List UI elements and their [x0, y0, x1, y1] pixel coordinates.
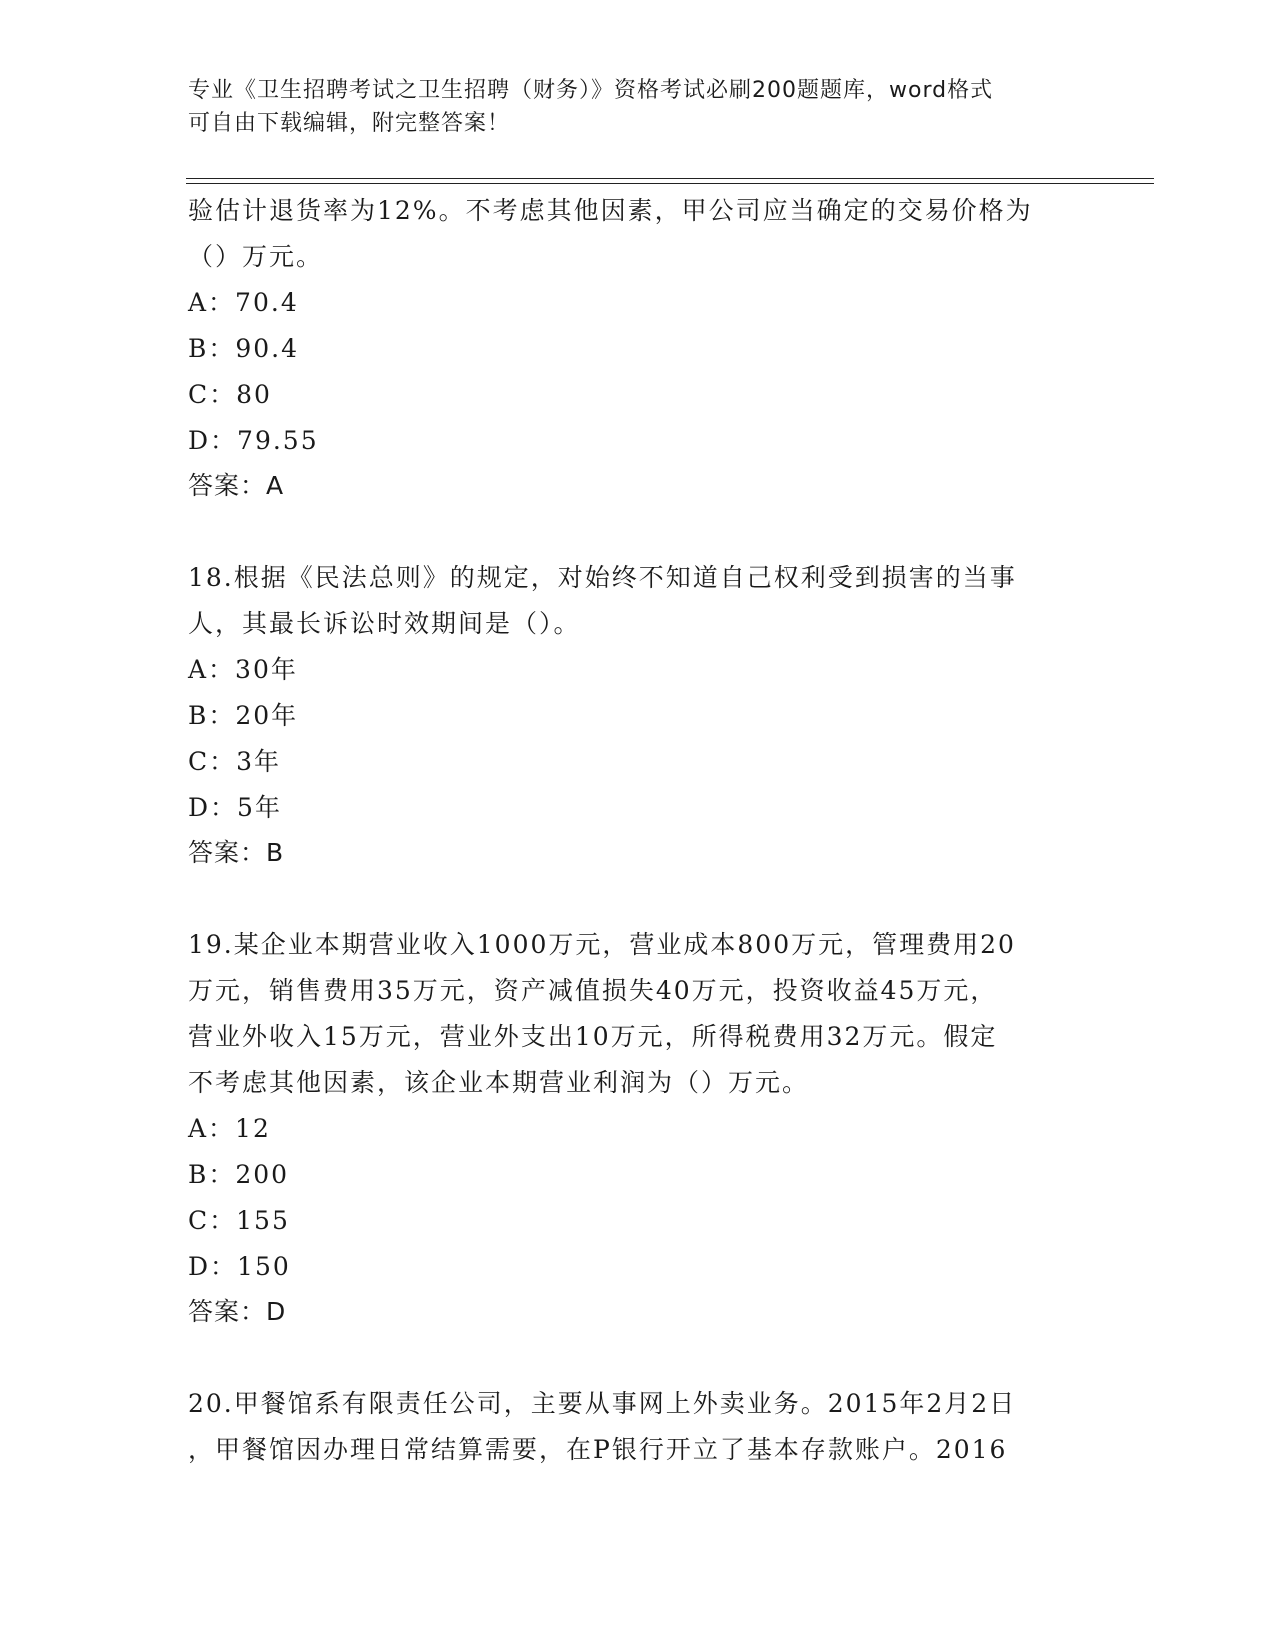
option-c: C：3年: [188, 747, 282, 776]
option-b: B：20年: [188, 701, 299, 730]
spacer: [188, 508, 1088, 555]
question-stem-line: 19.某企业本期营业收入1000万元，营业成本800万元，管理费用20: [188, 930, 1016, 959]
question-stem-line: 不考虑其他因素，该企业本期营业利润为（）万元。: [188, 1068, 810, 1097]
option-b: B：200: [188, 1160, 290, 1189]
option-a: A：30年: [188, 655, 298, 684]
answer-line: 答案：B: [188, 838, 285, 867]
question-stem-line: 人，其最长诉讼时效期间是（）。: [188, 609, 581, 638]
header-divider-bottom: [186, 183, 1154, 184]
option-a: A：70.4: [188, 288, 299, 317]
option-d: D：5年: [188, 793, 282, 822]
question-19: [188, 922, 1088, 1334]
answer-line: 答案：D: [188, 1297, 287, 1326]
header-divider-top: [186, 178, 1154, 179]
spacer: [188, 1334, 1088, 1381]
question-stem-line: ，甲餐馆因办理日常结算需要，在P银行开立了基本存款账户。2016: [188, 1435, 1008, 1464]
question-stem-line: （）万元。: [188, 242, 324, 271]
question-stem-line: 18.根据《民法总则》的规定，对始终不知道自己权利受到损害的当事: [188, 563, 1017, 592]
header-line-1: 专业《卫生招聘考试之卫生招聘（财务）》资格考试必刷200题题库，word格式: [188, 78, 994, 103]
option-d: D：150: [188, 1252, 291, 1281]
question-18: [188, 555, 1088, 875]
question-list: [188, 188, 1088, 1473]
document-header: [188, 74, 1088, 140]
option-c: C：80: [188, 380, 272, 409]
question-stem-line: 营业外收入15万元，营业外支出10万元，所得税费用32万元。假定: [188, 1022, 998, 1051]
question-stem-line: 万元，销售费用35万元，资产减值损失40万元，投资收益45万元，: [188, 976, 998, 1005]
spacer: [188, 875, 1088, 922]
option-b: B：90.4: [188, 334, 300, 363]
answer-line: 答案：A: [188, 471, 285, 500]
question-20: [188, 1381, 1088, 1473]
option-d: D：79.55: [188, 426, 319, 455]
option-a: A：12: [188, 1114, 271, 1143]
option-c: C：155: [188, 1206, 290, 1235]
question-stem-line: 验估计退货率为12%。不考虑其他因素，甲公司应当确定的交易价格为: [188, 196, 1033, 225]
header-line-2: 可自由下载编辑，附完整答案！: [188, 111, 511, 136]
question-stem-line: 20.甲餐馆系有限责任公司，主要从事网上外卖业务。2015年2月2日: [188, 1389, 1017, 1418]
question-17: [188, 188, 1088, 508]
